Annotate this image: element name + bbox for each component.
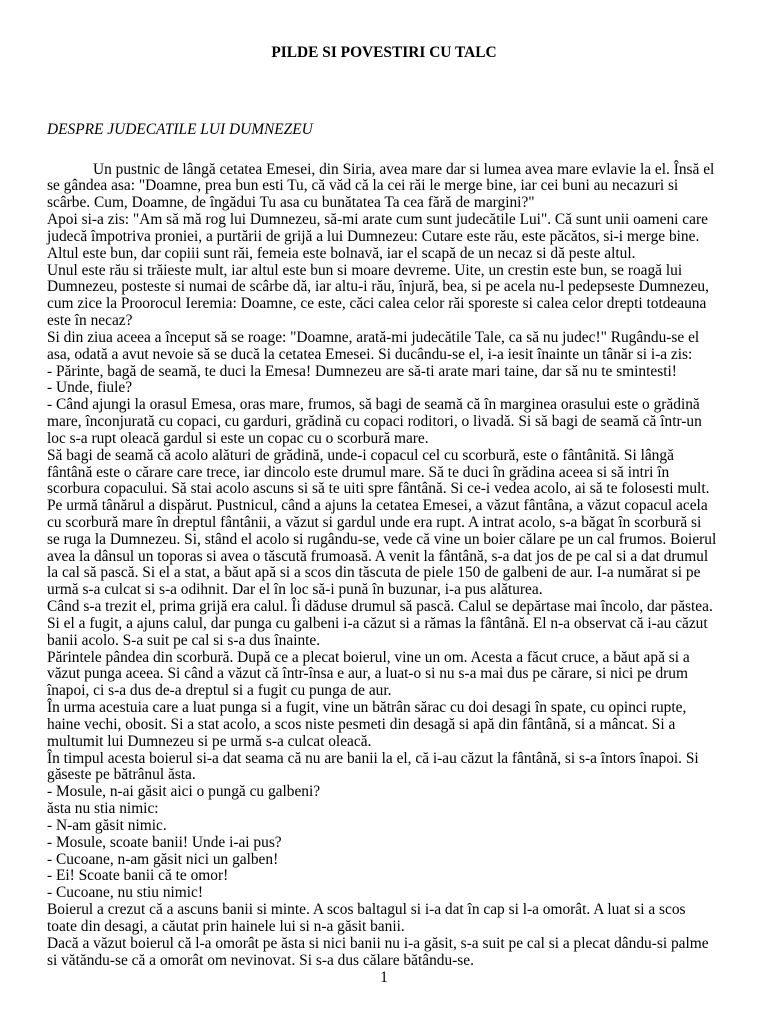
text-line: avea la dânsul un toporas si avea o tăscută frumoasă. A venit la fântână, s-a dat jos de pe cal si a dat drumul — [47, 547, 709, 565]
text-line: cum zice la Proorocul Ieremia: Doamne, ce este, căci calea celor răi sporeste si calea celor drepti totdeauna — [47, 295, 707, 313]
page-number: 1 — [380, 968, 388, 986]
text-line: Si din ziua aceea a început să se roage: "Doamne, arată-mi judecătile Tale, ca să nu judec!" Rugându-se el — [47, 328, 700, 346]
text-line: În timpul acesta boierul si-a dat seama că nu are banii la el, că i-au căzut la fântână, si s-a întors înapoi. Si — [47, 749, 699, 767]
body-text — [47, 162, 727, 970]
text-line: Si el a fugit, a ajuns calul, dar punga cu galbeni i-a căzut si a rămas la fântână. El n-a observat că i-au căzut — [47, 614, 708, 632]
text-line: fântână este o cărare care trece, iar dincolo este drumul mare. Să te duci în grădina aceea si să intri în — [47, 463, 670, 481]
text-line: Boierul a crezut că a ascuns banii si minte. A scos baltagul si i-a dat în cap si l-a omorât. A luat si a scos — [47, 901, 686, 919]
text-line: Dacă a văzut boierul că l-a omorât pe ăsta si nici banii nu i-a găsit, s-a suit pe cal si a plecat dându-si palme — [47, 934, 709, 952]
text-line: - Cucoane, nu stiu nimic! — [47, 884, 204, 902]
text-line: scorbura copacului. Să stai acolo ascuns si să te uiti spre fântână. Si ce-i vedea acolo, ai să te folosesti mult. — [47, 480, 710, 498]
text-line: cu scorbură mare în dreptul fântânii, a văzut si gardul unde era rupt. A intrat acolo, s-a băgat în scorbură si — [47, 513, 702, 531]
text-line: Părintele pândea din scorbură. După ce a plecat boierul, vine un om. Acesta a făcut cruce, a băut apă si a — [47, 648, 690, 666]
text-line: banii acolo. S-a suit pe cal si s-a dus înainte. — [47, 631, 321, 649]
document-title: PILDE SI POVESTIRI CU TALC — [271, 43, 497, 61]
text-line: găseste pe bătrânul ăsta. — [47, 766, 196, 784]
text-line: mare, înconjurată cu copaci, cu garduri, grădină cu copaci roditori, o livadă. Si să bagi de seamă că într-un — [47, 413, 702, 431]
text-line: scârbe. Cum, Doamne, de îngădui Tu asa cu bunătatea Ta cea fără de margini?" — [47, 194, 535, 212]
section-heading: DESPRE JUDECATILE LUI DUMNEZEU — [47, 120, 313, 138]
text-line: ăsta nu stia nimic: — [47, 800, 159, 818]
text-line: asa, odată a avut nevoie să se ducă la cetatea Emesei. Si ducându-se el, i-a iesit înainte un tânăr si i-a zis: — [47, 345, 693, 363]
text-line: loc s-a rupt oleacă gardul si este un copac cu o scorbură mare. — [47, 429, 429, 447]
text-line: văzut punga aceea. Si când a văzut că într-însa e aur, a luat-o si nu s-a mai dus pe cărare, si nici pe drum — [47, 665, 688, 683]
text-line: urmă s-a culcat si s-a odihnit. Dar el în loc să-i pună în buzunar, i-a pus alăturea. — [47, 581, 543, 599]
text-line: Un pustnic de lângă cetatea Emesei, din Siria, avea mare dar si lumea avea mare evlavie la el. Însă el — [93, 160, 715, 178]
text-line: toate din desagi, a căutat prin hainele lui si n-a găsit banii. — [47, 917, 405, 935]
text-line: - Părinte, bagă de seamă, te duci la Emesa! Dumnezeu are să-ti arate mari taine, dar să nu te smintesti! — [47, 362, 677, 380]
text-line: În urma acestuia care a luat punga si a fugit, vine un bătrân sărac cu doi desagi în spate, cu opinci rupte, — [47, 699, 687, 717]
text-line: haine vechi, obosit. Si a stat acolo, a scos niste pesmeti din desagă si apă din fântână, si a mâncat. Si a — [47, 715, 676, 733]
text-line: Altul este bun, dar copiii sunt răi, femeia este bolnavă, iar el scapă de un necaz si dă peste altul. — [47, 244, 636, 262]
text-line: se gândea asa: "Doamne, prea bun esti Tu, că văd că la cei răi le merge bine, iar cei buni au necazuri si — [47, 177, 679, 195]
text-line: - Unde, fiule? — [47, 379, 133, 397]
text-line: - Cucoane, n-am găsit nici un galben! — [47, 850, 279, 868]
text-line: se ruga la Dumnezeu. Si, stând el acolo si rugându-se, vede că vine un boier călare pe un cal frumos. Boierul — [47, 530, 717, 548]
text-line: - Mosule, scoate banii! Unde i-ai pus? — [47, 833, 282, 851]
text-line: judecă împotriva proniei, a purtării de grijă a lui Dumnezeu: Cutare este rău, este păcătos, si-i merge bine. — [47, 227, 700, 245]
text-line: Pe urmă tânărul a dispărut. Pustnicul, când a ajuns la cetatea Emesei, a văzut fântâna, a văzut copacul acela — [47, 497, 708, 515]
text-line: Dumnezeu, posteste si numai de scârbe dă, iar altu-i rău, înjură, bea, si pe acela nu-l pedepseste Dumnezeu, — [47, 278, 709, 296]
text-line: la cal să pască. Si el a stat, a băut apă si a scos din tăscuta de piele 150 de galbeni de aur. I-a numărat si pe — [47, 564, 701, 582]
text-line: Unul este rău si trăieste mult, iar altul este bun si moare devreme. Uite, un crestin este bun, se roagă lui — [47, 261, 683, 279]
text-line: - Ei! Scoate banii că te omor! — [47, 867, 229, 885]
text-line: - Când ajungi la orasul Emesa, oras mare, frumos, să bagi de seamă că în marginea orasului este o grădină — [47, 396, 700, 414]
text-line: este în necaz? — [47, 312, 133, 330]
text-line: - N-am găsit nimic. — [47, 816, 167, 834]
text-line: Apoi si-a zis: "Am să mă rog lui Dumnezeu, să-mi arate cum sunt judecătile Lui". Că sunt unii oameni care — [47, 211, 708, 229]
text-line: multumit lui Dumnezeu si pe urmă s-a culcat oleacă. — [47, 732, 372, 750]
text-line: - Mosule, n-ai găsit aici o pungă cu galbeni? — [47, 783, 321, 801]
text-line: Când s-a trezit el, prima grijă era calul. Îi dăduse drumul să pască. Calul se depărtase mai încolo, dar păstea. — [47, 598, 713, 616]
text-line: si vătăndu-se că a omorât om nevinovat. Si s-a dus călare bătându-se. — [47, 951, 474, 969]
text-line: Să bagi de seamă că acolo alături de grădină, unde-i copacul cel cu scorbură, este o fântânită. Si lângă — [47, 446, 674, 464]
text-line: înapoi, ci s-a dus de-a dreptul si a fugit cu punga de aur. — [47, 682, 392, 700]
